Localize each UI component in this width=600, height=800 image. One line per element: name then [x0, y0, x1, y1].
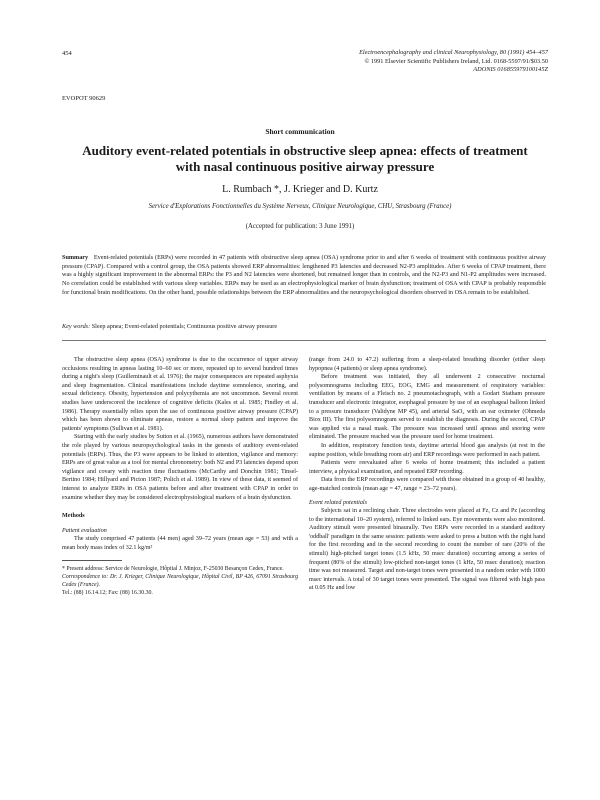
methods-paragraph-3: In addition, respiratory function tests, daytime arterial blood gas analysis (at rest in the supine position, while breathing room air) and ERP recordings were performed in each patient.: [309, 442, 545, 458]
left-column: [62, 356, 298, 597]
keywords: [62, 323, 546, 332]
publisher-line: © 1991 Elsevier Scientific Publishers Ireland, Ltd. 0168-5597/91/$03.50: [364, 57, 548, 65]
journal-citation: Electroencephalography and clinical Neurophysiology, 80 (1991) 454–457: [359, 49, 548, 56]
abstract-text: Event-related potentials (ERPs) were recorded in 47 patients with obstructive sleep apnea (OSA) syndrome prior to and after 6 weeks of treatment with continuous positive airway pressure (CPAP). Compared with a control group, the OSA patients showed ERP abnormalities: lengthened P3 latencies and decreased N2-P3 amplitudes. After 6 weeks of CPAP treatment, there was a highly significant improvement in the abnormal ERPs: the P3 and N2 latencies were shortened, but remained longer than in controls, and the N2-P3 and N1-P2 amplitudes were increased. No correlation could be established with various sleep variables. ERPs may be used as an electrophysiological marker of brain dysfunction; treatment of OSA with CPAP is probably responsible for functional brain modifications. On the other hand, possible relationships between the ERP abnormalities and the neuropsychological disorders observed in OSA remain to be established.: [62, 254, 547, 296]
paper-title: Auditory event-related potentials in obstructive sleep apnea: effects of treatment with nasal continuous positive airway pressure: [82, 143, 528, 174]
keywords-label: Key words:: [62, 323, 91, 330]
abstract: [62, 254, 546, 298]
keywords-text: Sleep apnea; Event-related potentials; Continuous positive airway pressure: [91, 323, 278, 330]
methods-paragraph-4: Patients were reevaluated after 6 weeks of home treatment; this included a patient interview, a physical examination, and repeated ERP recording.: [309, 460, 545, 475]
intro-paragraph-2: Starting with the early studies by Sutton et al. (1965), numerous authors have demonstrated the role played by various neuropsychological tasks in the genesis of auditory event-related potentials (ERPs). Thus, the P3 wave appears to be linked to attention, vigilance and memory: ERPs are of great value as a tool for mental chronometry: both N2 and P3 latencies depend upon vigilance and covary with reaction time fluctuations (McCarthy and Donchin 1981; Tinsel-Bertino 1984; Hillyard and Picton 1987; Polich et al. 1989). In view of these data, it seemed of interest to analyze ERPs in OSA patients before and after treatment with CPAP in order to examine whether they may be considered electrophysiological markers of a brain dysfunction.: [62, 434, 298, 501]
footnote-contact: Tel.: (88) 16.14.12; Fax: (88) 16.30.30.: [62, 590, 153, 597]
methods-paragraph-2: Before treatment was initiated, they all underwent 2 consecutive nocturnal polysomnograms including EEG, EOG, EMG and measurement of respiratory variables: ventilation by means of a Fleisch no. 2 pneumotachograph, with a Godart Statham pressure transducer and electronic integrator, esophageal pressure by use of an esophageal balloon linked to a pressure transducer (Validyne MP 45), and arterial SaO₂ with an ear oximeter (Ohmeda Biox III). The first polysomnogram served to establish the diagnosis. During the second, CPAP was applied via a nasal mask. The pressure was increased until apneas and snoring were eliminated. The pressure reached was the pressure used for home treatment.: [309, 374, 545, 441]
footnote-divider: [62, 560, 122, 561]
affiliation: Service d'Explorations Fonctionnelles du Système Nerveux, Clinique Neurologique, CHU, Strasbourg (France): [148, 203, 452, 210]
footnote-present-address: * Present address: Service de Neurologie, Hôpital J. Minjoz, F-25030 Besançon Cedex, France.: [62, 566, 284, 573]
journal-header: [258, 49, 548, 75]
article-code: EVOPOT 90629: [62, 95, 106, 102]
right-column: [309, 356, 545, 593]
footnotes: [62, 565, 298, 597]
methods-heading: Methods: [62, 513, 85, 520]
page-number: 454: [62, 50, 72, 57]
abstract-divider: [62, 340, 546, 341]
erp-paragraph: Subjects sat in a reclining chair. Three electrodes were placed at Fz, Cz and Pz (according to the international 10–20 system), referred to linked ears. Eye movements were also monitored. Auditory stimuli were presented binaurally. Two ERPs were recorded in a standard auditory 'oddball' paradigm in the same session: patients were asked to press a button with the right hand for the first recording and in the second recording to count the number of rare (20% of the stimuli) high-pitched target tones (1.5 kHz, 50 msec duration) occurring among a series of frequent (80% of the stimuli) low-pitched non-target tones (1 kHz, 50 msec duration); reaction time was not measured. Target and non-target tones were presented in a random order with 1000 msec intervals. A total of 30 target tones were presented. The signal was filtered with high pass at 0.05 Hz and low: [309, 508, 545, 592]
acceptance-date: (Accepted for publication: 3 June 1991): [245, 223, 355, 230]
section-type: Short communication: [265, 127, 335, 136]
abstract-label: Summary: [62, 254, 89, 261]
footnote-correspondence: Correspondence to: Dr. J. Krieger, Clinique Neurologique, Hôpital Civil, BP 426, 67091 Strasbourg Cedex (France).: [62, 574, 298, 589]
methods-paragraph-5: Data from the ERP recordings were compared with those obtained in a group of 40 healthy, age-matched controls (mean age = 47, range = 23–72 years).: [309, 477, 545, 492]
erp-heading: Event related potentials: [309, 499, 367, 506]
methods-paragraph-1: (range from 24.0 to 47.2) suffering from a sleep-related breathing disorder (either sleep hypopnea (4 patients) or sleep apnea syndrome).: [309, 357, 545, 372]
patient-evaluation-heading: Patient evaluation: [62, 527, 107, 534]
intro-paragraph-1: The obstructive sleep apnea (OSA) syndrome is due to the occurrence of upper airway occlusions resulting in apneas lasting 10–60 sec or more, repeated up to several hundred times during a night's sleep (Guilleminault et al. 1976); the major consequences are repeated asphyxia and sleep fragmentation. Clinical manifestations include daytime somnolence, snoring, and sexual deficiency. Obesity, hypertension and polycythemia are not uncommon. Several recent studies have underscored the incidence of cognitive deficits (Kales et al. 1985; Findley et al. 1986). Therapy essentially relies upon the use of continuous positive airway pressure (CPAP) which has been shown to eliminate apneas, restore a normal sleep pattern and improve the patients' symptoms (Sullivan et al. 1981).: [62, 357, 298, 432]
adonis-line: ADONIS 016855979100145Z: [473, 66, 548, 74]
patient-evaluation-text: The study comprised 47 patients (44 men) aged 39–72 years (mean age = 53) and with a mean body mass index of 32.1 kg/m²: [62, 536, 298, 551]
authors: L. Rumbach *, J. Krieger and D. Kurtz: [222, 184, 378, 195]
